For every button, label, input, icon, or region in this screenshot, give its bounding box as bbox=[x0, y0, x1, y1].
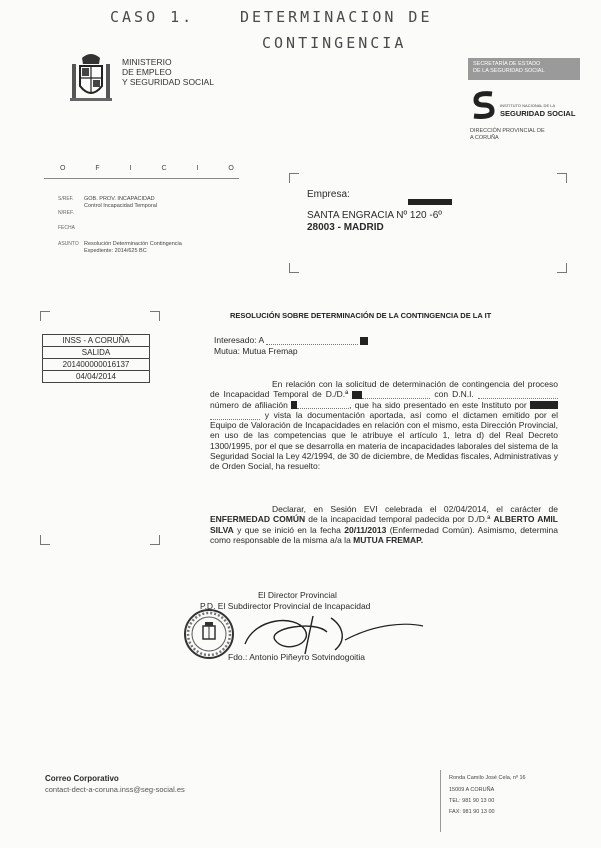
ss-big-text: SEGURIDAD SOCIAL bbox=[500, 109, 576, 118]
footer-correo-label: Correo Corporativo bbox=[45, 774, 119, 783]
oficio-divider bbox=[44, 178, 239, 179]
ref-value-2: Control Incapacidad Temporal bbox=[84, 203, 157, 209]
empresa-label: Empresa: bbox=[307, 189, 350, 200]
redaction bbox=[360, 337, 368, 345]
redaction bbox=[408, 199, 452, 205]
secretaria-line-2: DE LA SEGURIDAD SOCIAL bbox=[473, 68, 545, 74]
empresa-street: SANTA ENGRACIA Nº 120 -6º bbox=[307, 210, 442, 221]
p1-text-d: , que ha sido presentado en este Instituto por bbox=[349, 399, 527, 410]
stamp-number: 201400000016137 bbox=[43, 359, 149, 371]
oficio-label: O F I C I O bbox=[60, 165, 248, 172]
footer-email[interactable]: contact-dect-a-coruna.inss@seg-social.es bbox=[45, 785, 185, 794]
margin-corner bbox=[150, 311, 160, 321]
handwritten-title-2: CONTINGENCIA bbox=[262, 34, 407, 52]
blank-field bbox=[478, 391, 558, 399]
coat-of-arms-icon bbox=[68, 50, 114, 106]
p2-text-h: MUTUA FREMAP. bbox=[353, 534, 424, 545]
p2-text-f: 20/11/2013 bbox=[344, 524, 387, 535]
secretaria-box bbox=[468, 58, 580, 80]
ministry-line-1: MINISTERIO bbox=[122, 57, 172, 67]
ref-label: N/REF. bbox=[58, 210, 74, 216]
ref-label: ASUNTO bbox=[58, 241, 79, 247]
signatory-name: Fdo.: Antonio Piñeyro Sotvindogoitia bbox=[228, 652, 366, 662]
margin-corner bbox=[40, 311, 50, 321]
footer-divider bbox=[440, 770, 441, 832]
p1-text-b: con D.N.I. bbox=[434, 389, 474, 400]
footer-address-1: Ronda Camilo José Cela, nº 16 bbox=[449, 775, 526, 781]
ref-row bbox=[58, 196, 258, 207]
p2-text-e: y que se inició en la fecha bbox=[237, 524, 341, 535]
p2-text-g: (Enfermedad Común). Asimismo, determina como responsable de la misma a/a la bbox=[210, 524, 558, 545]
empresa-city: 28003 - MADRID bbox=[307, 222, 384, 233]
ref-label: FECHA bbox=[58, 225, 75, 231]
ref-value: GOB. PROV. INCAPACIDAD bbox=[84, 196, 155, 202]
interesado-initial: A bbox=[258, 335, 264, 345]
blank-field bbox=[266, 337, 358, 345]
ministry-line-2: DE EMPLEO bbox=[122, 67, 172, 77]
interesado-line bbox=[214, 335, 368, 345]
ref-row bbox=[58, 210, 258, 225]
window-corner bbox=[557, 263, 567, 273]
margin-corner bbox=[40, 535, 50, 545]
window-corner bbox=[289, 263, 299, 273]
references-block bbox=[58, 196, 258, 255]
redaction bbox=[530, 401, 558, 409]
handwritten-case: CASO 1. bbox=[110, 8, 195, 26]
seguridad-social-logo-icon bbox=[470, 90, 496, 120]
handwritten-title-1: DETERMINACION DE bbox=[240, 8, 433, 26]
handwritten-signature-icon bbox=[235, 610, 425, 658]
direccion-line-1: DIRECCIÓN PROVINCIAL DE bbox=[470, 128, 545, 134]
ref-value: Resolución Determinación Contingencia bbox=[84, 241, 182, 247]
stamp-type: SALIDA bbox=[43, 347, 149, 359]
p1-text-a: En relación con la solicitud de determinación de contingencia del proceso de Incapacidad Temporal de D./D.ª bbox=[210, 379, 558, 400]
resolution-title: RESOLUCIÓN SOBRE DETERMINACIÓN DE LA CONTINGENCIA DE LA IT bbox=[230, 311, 492, 320]
footer-address-2: 15009 A CORUÑA bbox=[449, 787, 495, 793]
direccion-line-2: A CORUÑA bbox=[470, 135, 499, 141]
p2-text-d: ALBERTO AMIL SILVA bbox=[210, 514, 558, 535]
blank-field bbox=[362, 391, 430, 399]
p1-text-c: número de afiliación bbox=[210, 399, 288, 410]
delegation-title: P.D. El Subdirector Provincial de Incapacidad bbox=[200, 601, 371, 611]
stamp-date: 04/04/2014 bbox=[75, 372, 117, 381]
ss-small-text: INSTITUTO NACIONAL DE LA bbox=[500, 103, 556, 108]
ref-value-2: Expediente: 2014/625 BC bbox=[84, 248, 147, 254]
ref-row bbox=[58, 225, 258, 241]
ref-row bbox=[58, 241, 258, 255]
redaction bbox=[352, 391, 362, 399]
ministry-line-3: Y SEGURIDAD SOCIAL bbox=[122, 77, 214, 87]
mutua-line: Mutua: Mutua Fremap bbox=[214, 346, 298, 356]
blank-field bbox=[297, 401, 349, 409]
footer-tel: TEL: 981 90 13 00 bbox=[449, 798, 495, 804]
window-corner bbox=[289, 173, 299, 183]
paragraph-2 bbox=[210, 504, 558, 545]
blank-field bbox=[210, 412, 260, 420]
interesado-label: Interesado: bbox=[214, 335, 257, 345]
stamp-office: INSS - A CORUÑA bbox=[43, 335, 149, 347]
footer-fax: FAX: 981 90 13 00 bbox=[449, 809, 495, 815]
margin-corner bbox=[150, 535, 160, 545]
p1-text-e: y vista la documentación aportada, así como el dictamen emitido por el Equipo de Valoración de Incapacidades en relación con el mismo, esta Dirección Provincial, en uso de las competencias que le atribuye el artículo 1, letra d) del Real Decreto 1300/1995, por el que se desarrolla en materia de incapacidades laborales del sistema de la Seguridad Social la Ley 42/1994, de 30 de diciembre, de Medidas fiscales, Administrativas y de Orden Social, ha resuelto: bbox=[210, 409, 558, 472]
p2-text-a: Declarar, en Sesión EVI celebrada el 02/04/2014, el carácter de bbox=[272, 504, 558, 514]
secretaria-line-1: SECRETARÍA DE ESTADO bbox=[473, 61, 541, 67]
window-corner bbox=[557, 173, 567, 183]
paragraph-1 bbox=[210, 379, 558, 472]
p2-text-b: ENFERMEDAD COMÚN bbox=[210, 514, 306, 525]
director-title: El Director Provincial bbox=[258, 590, 337, 600]
registry-stamp bbox=[42, 334, 150, 383]
ref-label: S/REF. bbox=[58, 196, 74, 202]
p2-text-c: de la incapacidad temporal padecida por D./D.ª bbox=[308, 514, 491, 525]
